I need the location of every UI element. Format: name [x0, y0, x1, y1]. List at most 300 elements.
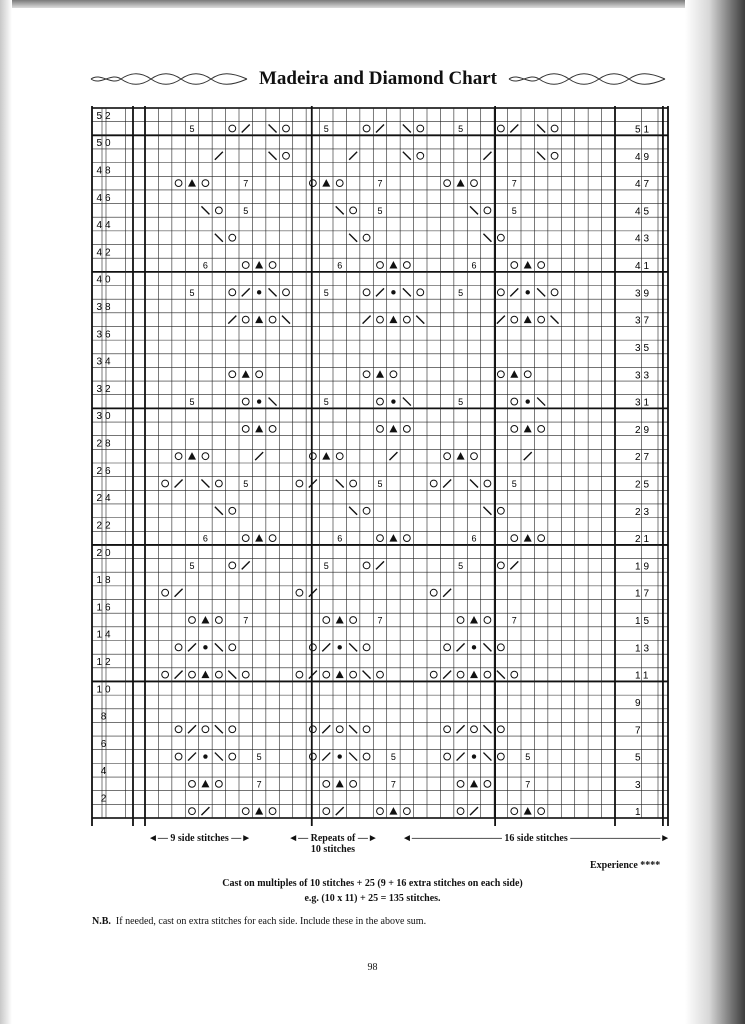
knit-count-number: 5 [458, 123, 464, 134]
ssk-icon [403, 152, 411, 160]
yarn-over-icon [336, 453, 343, 460]
nb-label: N.B. [92, 916, 111, 927]
yarn-over-icon [444, 180, 451, 187]
right-row-number: 45 [635, 206, 653, 218]
yarn-over-icon [229, 125, 236, 132]
knit-count-number: 5 [256, 752, 262, 763]
ssk-icon [215, 507, 223, 515]
k2tog-icon [443, 671, 451, 679]
yarn-over-icon [497, 371, 504, 378]
knit-count-number: 7 [525, 779, 531, 790]
yarn-over-icon [269, 808, 276, 815]
yarn-over-icon [484, 780, 491, 787]
yarn-over-icon [511, 808, 518, 815]
knit-count-number: 6 [471, 533, 477, 544]
double-decrease-icon [389, 534, 397, 542]
knit-count-number: 5 [323, 287, 329, 298]
yarn-over-icon [350, 671, 357, 678]
yarn-over-icon [417, 152, 424, 159]
yarn-over-icon [309, 726, 316, 733]
yarn-over-icon [175, 753, 182, 760]
yarn-over-icon [497, 125, 504, 132]
yarn-over-icon [390, 371, 397, 378]
double-decrease-icon [255, 316, 263, 324]
k2tog-icon [457, 753, 465, 761]
right-row-number: 47 [635, 179, 653, 191]
yarn-over-icon [444, 726, 451, 733]
yarn-over-icon [229, 507, 236, 514]
yarn-over-icon [444, 644, 451, 651]
yarn-over-icon [229, 234, 236, 241]
yarn-over-icon [229, 753, 236, 760]
right-row-number: 41 [635, 261, 653, 273]
knit-count-number: 5 [243, 205, 249, 216]
yarn-over-icon [363, 234, 370, 241]
yarn-over-icon [363, 562, 370, 569]
ssk-icon [228, 671, 236, 679]
left-row-number: 50 [96, 138, 114, 150]
yarn-over-icon [511, 535, 518, 542]
yarn-over-icon [403, 316, 410, 323]
yarn-over-icon [189, 617, 196, 624]
k2tog-icon [349, 152, 357, 160]
yarn-over-icon [202, 453, 209, 460]
yarn-over-icon [189, 780, 196, 787]
right-row-number: 39 [635, 288, 653, 300]
k2tog-icon [228, 316, 236, 324]
right-row-number: 35 [635, 342, 653, 354]
yarn-over-icon [215, 480, 222, 487]
double-decrease-icon [470, 671, 478, 679]
left-row-number: 36 [96, 329, 114, 341]
k2tog-icon [510, 561, 518, 569]
yarn-over-icon [417, 125, 424, 132]
ssk-icon [403, 288, 411, 296]
ssk-icon [201, 206, 209, 214]
ssk-icon [483, 643, 491, 651]
ssk-icon [269, 288, 277, 296]
purl-dot-icon [203, 754, 207, 758]
yarn-over-icon [377, 316, 384, 323]
left-row-number: 22 [96, 520, 114, 532]
yarn-over-icon [283, 152, 290, 159]
ssk-icon [537, 288, 545, 296]
yarn-over-icon [229, 371, 236, 378]
yarn-over-icon [242, 671, 249, 678]
k2tog-icon [242, 561, 250, 569]
yarn-over-icon [497, 289, 504, 296]
k2tog-icon [175, 671, 183, 679]
yarn-over-icon [403, 262, 410, 269]
ssk-icon [416, 316, 424, 324]
yarn-over-icon [269, 535, 276, 542]
knit-count-number: 5 [323, 560, 329, 571]
ssk-icon [215, 234, 223, 242]
ssk-icon [349, 725, 357, 733]
k2tog-icon [309, 671, 317, 679]
yarn-over-icon [363, 507, 370, 514]
right-row-number: 37 [635, 315, 653, 327]
repeat-label: ◄— Repeats of —► 10 stitches [288, 833, 378, 855]
yarn-over-icon [363, 371, 370, 378]
chart-title: Madeira and Diamond Chart [258, 68, 498, 89]
k2tog-icon [376, 561, 384, 569]
k2tog-icon [201, 807, 209, 815]
yarn-over-icon [403, 425, 410, 432]
left-row-number: 12 [96, 656, 114, 668]
ssk-icon [483, 507, 491, 515]
yarn-over-icon [175, 644, 182, 651]
yarn-over-icon [551, 289, 558, 296]
k2tog-icon [376, 124, 384, 132]
yarn-over-icon [242, 808, 249, 815]
ssk-icon [403, 124, 411, 132]
ssk-icon [201, 479, 209, 487]
yarn-over-icon [484, 671, 491, 678]
right-row-number: 13 [635, 643, 653, 655]
left-row-number: 14 [96, 629, 114, 641]
knit-count-number: 5 [377, 205, 383, 216]
yarn-over-icon [229, 644, 236, 651]
knit-count-number: 5 [243, 478, 249, 489]
yarn-over-icon [363, 125, 370, 132]
yarn-over-icon [457, 808, 464, 815]
yarn-over-icon [551, 125, 558, 132]
ssk-icon [483, 725, 491, 733]
knit-count-number: 5 [189, 560, 195, 571]
k2tog-icon [309, 589, 317, 597]
yarn-over-icon [296, 589, 303, 596]
yarn-over-icon [350, 617, 357, 624]
knit-count-number: 6 [337, 260, 343, 271]
double-decrease-icon [336, 780, 344, 788]
right-row-number: 49 [635, 151, 653, 163]
yarn-over-icon [430, 589, 437, 596]
ssk-icon [483, 234, 491, 242]
yarn-over-icon [538, 262, 545, 269]
yarn-over-icon [430, 480, 437, 487]
double-decrease-icon [188, 452, 196, 460]
right-row-number: 27 [635, 452, 653, 464]
yarn-over-icon [336, 726, 343, 733]
k2tog-icon [188, 753, 196, 761]
yarn-over-icon [283, 125, 290, 132]
k2tog-icon [322, 725, 330, 733]
k2tog-icon [510, 124, 518, 132]
yarn-over-icon [162, 671, 169, 678]
right-row-number: 17 [635, 588, 653, 600]
yarn-over-icon [524, 371, 531, 378]
yarn-over-icon [242, 535, 249, 542]
knit-count-number: 5 [189, 123, 195, 134]
right-row-number: 1 [635, 807, 644, 819]
right-row-number: 7 [635, 725, 644, 737]
knit-count-number: 6 [202, 260, 208, 271]
yarn-over-icon [471, 453, 478, 460]
yarn-over-icon [484, 207, 491, 214]
yarn-over-icon [484, 480, 491, 487]
k2tog-icon [322, 753, 330, 761]
yarn-over-icon [242, 262, 249, 269]
yarn-over-icon [538, 535, 545, 542]
yarn-over-icon [350, 780, 357, 787]
yarn-over-icon [511, 316, 518, 323]
nota-bene [92, 916, 426, 927]
purl-dot-icon [472, 754, 476, 758]
yarn-over-icon [403, 535, 410, 542]
yarn-over-icon [336, 180, 343, 187]
double-decrease-icon [322, 452, 330, 460]
right-side-stitches-label: ◄————————— 16 side stitches —————————► [402, 833, 671, 844]
yarn-over-icon [189, 671, 196, 678]
double-decrease-icon [389, 261, 397, 269]
page-number: 98 [367, 962, 378, 973]
left-row-number: 34 [96, 356, 114, 368]
k2tog-icon [322, 643, 330, 651]
right-row-number: 31 [635, 397, 653, 409]
k2tog-icon [483, 152, 491, 160]
knit-count-number: 5 [511, 478, 517, 489]
double-decrease-icon [201, 671, 209, 679]
left-row-number: 10 [96, 684, 114, 696]
yarn-over-icon [363, 644, 370, 651]
yarn-over-icon [323, 808, 330, 815]
yarn-over-icon [377, 425, 384, 432]
purl-dot-icon [203, 645, 207, 649]
double-decrease-icon [470, 780, 478, 788]
knit-count-number: 7 [256, 779, 262, 790]
left-row-number: 28 [96, 438, 114, 450]
experience-rating: Experience **** [590, 860, 661, 871]
yarn-over-icon [417, 289, 424, 296]
right-row-number: 21 [635, 534, 653, 546]
knit-count-number: 5 [458, 397, 464, 408]
knit-count-number: 5 [390, 752, 396, 763]
purl-dot-icon [257, 399, 261, 403]
yarn-over-icon [256, 371, 263, 378]
yarn-over-icon [511, 425, 518, 432]
k2tog-icon [188, 725, 196, 733]
right-row-number: 9 [635, 697, 644, 709]
ssk-icon [336, 479, 344, 487]
ssk-icon [349, 643, 357, 651]
yarn-over-icon [511, 671, 518, 678]
right-row-number: 5 [635, 752, 644, 764]
knit-count-number: 5 [458, 287, 464, 298]
double-decrease-icon [524, 316, 532, 324]
yarn-over-icon [215, 671, 222, 678]
yarn-over-icon [229, 562, 236, 569]
double-decrease-icon [524, 425, 532, 433]
left-row-number: 18 [96, 575, 114, 587]
double-decrease-icon [255, 261, 263, 269]
left-row-number: 48 [96, 165, 114, 177]
k2tog-icon [470, 807, 478, 815]
yarn-over-icon [229, 289, 236, 296]
right-row-number: 33 [635, 370, 653, 382]
k2tog-icon [175, 589, 183, 597]
right-row-number: 51 [635, 124, 653, 136]
yarn-over-icon [471, 726, 478, 733]
k2tog-icon [363, 316, 371, 324]
double-decrease-icon [376, 370, 384, 378]
yarn-over-icon [175, 726, 182, 733]
yarn-over-icon [309, 753, 316, 760]
yarn-over-icon [403, 808, 410, 815]
k2tog-icon [175, 479, 183, 487]
knit-count-number: 7 [243, 615, 249, 626]
left-row-number: 2 [100, 793, 110, 805]
right-row-number: 23 [635, 506, 653, 518]
double-decrease-icon [322, 179, 330, 187]
purl-dot-icon [526, 290, 530, 294]
right-row-number: 15 [635, 616, 653, 628]
k2tog-icon [188, 643, 196, 651]
double-decrease-icon [336, 616, 344, 624]
yarn-over-icon [189, 808, 196, 815]
purl-dot-icon [257, 290, 261, 294]
ssk-icon [349, 507, 357, 515]
ssk-icon [349, 234, 357, 242]
yarn-over-icon [363, 753, 370, 760]
left-row-number: 24 [96, 493, 114, 505]
yarn-over-icon [229, 726, 236, 733]
knit-count-number: 5 [323, 123, 329, 134]
ssk-icon [551, 316, 559, 324]
ssk-icon [269, 152, 277, 160]
yarn-over-icon [296, 480, 303, 487]
knit-count-number: 6 [471, 260, 477, 271]
yarn-over-icon [242, 398, 249, 405]
double-decrease-icon [255, 807, 263, 815]
yarn-over-icon [350, 207, 357, 214]
left-row-number: 4 [100, 766, 110, 778]
k2tog-icon [443, 589, 451, 597]
k2tog-icon [309, 479, 317, 487]
yarn-over-icon [377, 398, 384, 405]
yarn-over-icon [444, 753, 451, 760]
double-decrease-icon [389, 807, 397, 815]
yarn-over-icon [162, 480, 169, 487]
right-row-number: 25 [635, 479, 653, 491]
k2tog-icon [510, 288, 518, 296]
cast-on-example: e.g. (10 x 11) + 25 = 135 stitches. [304, 893, 441, 904]
left-row-number: 16 [96, 602, 114, 614]
double-decrease-icon [201, 780, 209, 788]
left-row-number: 8 [100, 711, 110, 723]
ssk-icon [470, 206, 478, 214]
yarn-over-icon [511, 398, 518, 405]
ssk-icon [537, 398, 545, 406]
yarn-over-icon [538, 808, 545, 815]
k2tog-icon [389, 452, 397, 460]
yarn-over-icon [457, 617, 464, 624]
yarn-over-icon [471, 180, 478, 187]
yarn-over-icon [323, 617, 330, 624]
yarn-over-icon [269, 425, 276, 432]
k2tog-icon [524, 452, 532, 460]
yarn-over-icon [497, 726, 504, 733]
yarn-over-icon [175, 180, 182, 187]
left-row-number: 46 [96, 192, 114, 204]
purl-dot-icon [338, 754, 342, 758]
knit-count-number: 5 [525, 752, 531, 763]
k2tog-icon [457, 643, 465, 651]
left-row-number: 6 [100, 738, 110, 750]
yarn-over-icon [538, 425, 545, 432]
knit-count-number: 6 [202, 533, 208, 544]
right-row-number: 29 [635, 424, 653, 436]
right-row-number: 19 [635, 561, 653, 573]
yarn-over-icon [269, 316, 276, 323]
knit-count-number: 5 [189, 287, 195, 298]
double-decrease-icon [255, 534, 263, 542]
double-decrease-icon [242, 370, 250, 378]
ssk-icon [269, 124, 277, 132]
left-row-number: 26 [96, 465, 114, 477]
yarn-over-icon [377, 535, 384, 542]
yarn-over-icon [323, 671, 330, 678]
yarn-over-icon [377, 671, 384, 678]
yarn-over-icon [242, 425, 249, 432]
right-row-number: 11 [635, 670, 652, 682]
k2tog-icon [336, 807, 344, 815]
ssk-icon [349, 753, 357, 761]
ssk-icon [215, 643, 223, 651]
yarn-over-icon [309, 644, 316, 651]
yarn-over-icon [497, 234, 504, 241]
yarn-over-icon [242, 316, 249, 323]
purl-dot-icon [526, 399, 530, 403]
knit-count-number: 5 [377, 478, 383, 489]
double-decrease-icon [457, 179, 465, 187]
double-decrease-icon [524, 534, 532, 542]
ssk-icon [470, 479, 478, 487]
double-decrease-icon [524, 807, 532, 815]
double-decrease-icon [255, 425, 263, 433]
ssk-icon [403, 398, 411, 406]
double-decrease-icon [510, 370, 518, 378]
k2tog-icon [497, 316, 505, 324]
ssk-icon [537, 152, 545, 160]
double-decrease-icon [524, 261, 532, 269]
double-decrease-icon [470, 616, 478, 624]
knit-count-number: 7 [377, 615, 383, 626]
left-row-number: 38 [96, 301, 114, 313]
yarn-over-icon [377, 808, 384, 815]
yarn-over-icon [363, 289, 370, 296]
double-decrease-icon [457, 452, 465, 460]
ssk-icon [215, 753, 223, 761]
yarn-over-icon [363, 726, 370, 733]
yarn-over-icon [497, 644, 504, 651]
knit-count-number: 7 [511, 178, 517, 189]
right-row-number: 43 [635, 233, 653, 245]
yarn-over-icon [497, 753, 504, 760]
yarn-over-icon [551, 152, 558, 159]
knit-count-number: 5 [511, 205, 517, 216]
k2tog-icon [443, 479, 451, 487]
knit-count-number: 7 [390, 779, 396, 790]
ssk-icon [336, 206, 344, 214]
double-decrease-icon [336, 671, 344, 679]
yarn-over-icon [484, 617, 491, 624]
k2tog-icon [255, 452, 263, 460]
k2tog-icon [457, 725, 465, 733]
k2tog-icon [242, 288, 250, 296]
left-row-number: 52 [96, 110, 114, 122]
yarn-over-icon [511, 262, 518, 269]
